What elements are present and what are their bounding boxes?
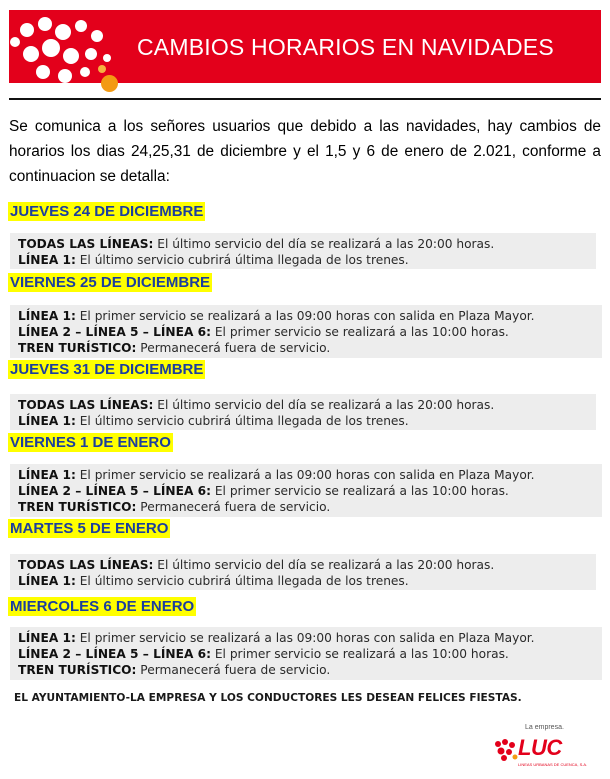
intro-paragraph: Se comunica a los señores usuarios que debido a las navidades, hay cambios de horarios los dias 24,25,31 de diciembre y el 1,5 y 6 de enero de 2.021, conforme a continuacion se detalla: bbox=[9, 118, 601, 185]
dots-logo-icon bbox=[9, 10, 134, 83]
notice-label: TREN TURÍSTICO: bbox=[18, 663, 137, 677]
notice-text: Permanecerá fuera de servicio. bbox=[136, 663, 331, 677]
notice-line bbox=[18, 662, 594, 678]
notice-text: El último servicio del día se realizará a las 20:00 horas. bbox=[153, 398, 495, 412]
notice-label: TODAS LAS LÍNEAS: bbox=[18, 558, 154, 572]
notice-line bbox=[18, 413, 588, 429]
notice-text: El primer servicio se realizará a las 09:00 horas con salida en Plaza Mayor. bbox=[75, 631, 535, 645]
notice-line bbox=[18, 252, 588, 268]
header-banner bbox=[9, 10, 601, 83]
notice-label: TREN TURÍSTICO: bbox=[18, 500, 137, 514]
orange-dot-icon bbox=[98, 65, 106, 73]
notice-label: LÍNEA 2 – LÍNEA 5 – LÍNEA 6: bbox=[18, 325, 211, 339]
notice-label: LÍNEA 1: bbox=[18, 309, 76, 323]
notice-box bbox=[10, 464, 602, 517]
notice-line bbox=[18, 397, 588, 413]
notice-label: LÍNEA 1: bbox=[18, 414, 76, 428]
page-title: CAMBIOS HORARIOS EN NAVIDADES bbox=[137, 34, 554, 60]
notice-text: El primer servicio se realizará a las 10:00 horas. bbox=[210, 325, 509, 339]
notice-text: El último servicio del día se realizará a las 20:00 horas. bbox=[153, 237, 495, 251]
section-title: VIERNES 25 DE DICIEMBRE bbox=[10, 274, 211, 291]
notice-box bbox=[10, 627, 602, 680]
notice-line bbox=[18, 308, 594, 324]
notice-line bbox=[18, 557, 588, 573]
divider bbox=[9, 98, 601, 100]
notice-line bbox=[18, 483, 594, 499]
notice-text: El primer servicio se realizará a las 10:00 horas. bbox=[210, 484, 509, 498]
section-title: MARTES 5 DE ENERO bbox=[10, 520, 169, 537]
notice-box bbox=[10, 554, 596, 590]
luc-logo-text: LUC bbox=[518, 735, 562, 760]
notice-line bbox=[18, 467, 594, 483]
notice-line bbox=[18, 324, 594, 340]
notice-line bbox=[18, 340, 594, 356]
notice-label: TODAS LAS LÍNEAS: bbox=[18, 398, 154, 412]
notice-text: El primer servicio se realizará a las 10:00 horas. bbox=[210, 647, 509, 661]
signature-label: La empresa. bbox=[525, 724, 564, 731]
notice-box bbox=[10, 305, 602, 358]
notice-text: Permanecerá fuera de servicio. bbox=[136, 500, 331, 514]
notice-line bbox=[18, 646, 594, 662]
luc-logo-icon bbox=[493, 738, 519, 762]
notice-box bbox=[10, 233, 596, 269]
notice-label: LÍNEA 1: bbox=[18, 253, 76, 267]
section-title: MIERCOLES 6 DE ENERO bbox=[10, 598, 195, 615]
notice-text: Permanecerá fuera de servicio. bbox=[136, 341, 331, 355]
notice-label: TODAS LAS LÍNEAS: bbox=[18, 237, 154, 251]
notice-text: El último servicio cubrirá última llegada de los trenes. bbox=[75, 574, 409, 588]
notice-label: LÍNEA 1: bbox=[18, 468, 76, 482]
notice-line bbox=[18, 573, 588, 589]
notice-text: El primer servicio se realizará a las 09:00 horas con salida en Plaza Mayor. bbox=[75, 468, 535, 482]
notice-text: El último servicio cubrirá última llegada de los trenes. bbox=[75, 414, 409, 428]
notice-line bbox=[18, 630, 594, 646]
notice-label: LÍNEA 2 – LÍNEA 5 – LÍNEA 6: bbox=[18, 484, 211, 498]
notice-line bbox=[18, 236, 588, 252]
notice-label: TREN TURÍSTICO: bbox=[18, 341, 137, 355]
closing-message: EL AYUNTAMIENTO-LA EMPRESA Y LOS CONDUCTORES LES DESEAN FELICES FIESTAS. bbox=[14, 692, 522, 704]
notice-line bbox=[18, 499, 594, 515]
notice-label: LÍNEA 1: bbox=[18, 574, 76, 588]
section-title: JUEVES 24 DE DICIEMBRE bbox=[10, 203, 204, 220]
notice-label: LÍNEA 2 – LÍNEA 5 – LÍNEA 6: bbox=[18, 647, 211, 661]
luc-logo-subtext: LINEAS URBANAS DE CUENCA, S.A. bbox=[518, 762, 588, 767]
section-title: JUEVES 31 DE DICIEMBRE bbox=[10, 361, 204, 378]
section-title: VIERNES 1 DE ENERO bbox=[10, 434, 171, 451]
notice-box bbox=[10, 394, 596, 430]
notice-text: El último servicio del día se realizará a las 20:00 horas. bbox=[153, 558, 495, 572]
notice-text: El primer servicio se realizará a las 09:00 horas con salida en Plaza Mayor. bbox=[75, 309, 535, 323]
orange-dot-icon bbox=[101, 75, 118, 92]
notice-label: LÍNEA 1: bbox=[18, 631, 76, 645]
notice-text: El último servicio cubrirá última llegada de los trenes. bbox=[75, 253, 409, 267]
